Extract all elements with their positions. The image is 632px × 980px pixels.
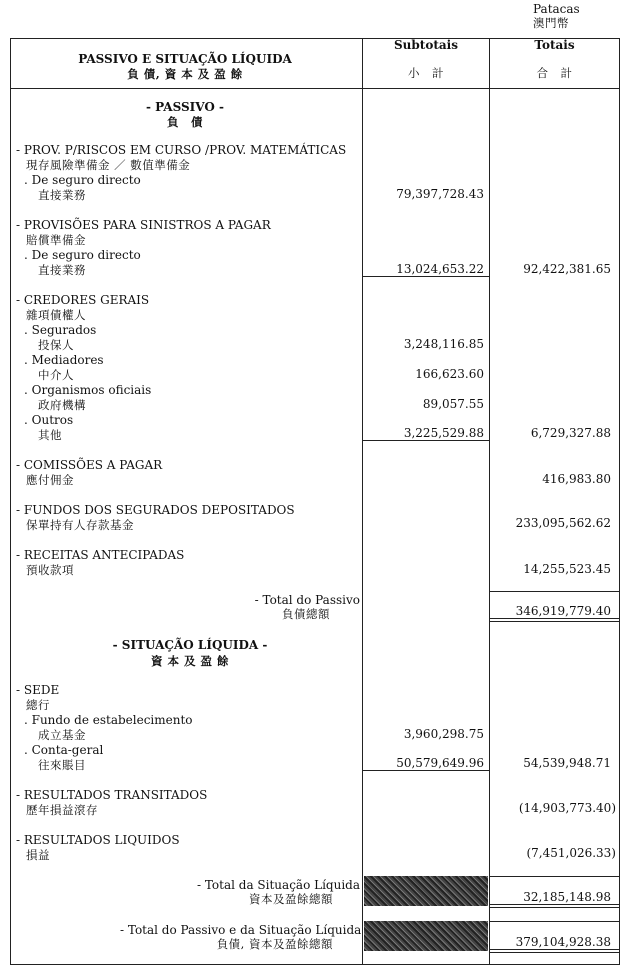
sinistros-underline <box>362 276 490 277</box>
total-situacao-shaded-cell <box>364 876 488 906</box>
passivo-heading-cn: 負 債 <box>167 115 203 129</box>
total-passivo-rule-2 <box>490 621 619 622</box>
organismos-label-cn: 政府機構 <box>38 398 86 412</box>
receitas-label-cn: 預收款項 <box>26 563 74 577</box>
outros-label-cn: 其他 <box>38 428 62 442</box>
credores-underline <box>362 440 490 441</box>
receitas-total: 14,255,523.45 <box>523 562 611 576</box>
totals-header-pt: Totais <box>534 38 575 52</box>
sinistros-label-pt: - PROVISÕES PARA SINISTROS A PAGAR <box>16 218 271 232</box>
currency-label-pt: Patacas <box>533 2 580 16</box>
sinistros-subtotal: 13,024,653.22 <box>396 262 484 276</box>
riscos-sub-pt: . De seguro directo <box>24 173 141 187</box>
receitas-label-pt: - RECEITAS ANTECIPADAS <box>16 548 185 562</box>
total-situacao-rule-1 <box>490 904 619 905</box>
liquidos-label-cn: 損益 <box>26 848 50 862</box>
segurados-value: 3,248,116.85 <box>403 337 484 351</box>
total-passivo-label-cn: 負債總額 <box>282 607 330 621</box>
sinistros-total: 92,422,381.65 <box>523 262 611 276</box>
transitados-label-pt: - RESULTADOS TRANSITADOS <box>16 788 208 802</box>
grand-total-label-cn: 負債, 資本及盈餘總額 <box>216 937 333 951</box>
sinistros-label-cn: 賠償準備金 <box>26 233 86 247</box>
situacao-heading-cn: 資 本 及 盈 餘 <box>150 654 229 668</box>
grand-total-label-pt: - Total do Passivo e da Situação Líquida <box>120 923 362 937</box>
header-bottom-border <box>10 88 620 89</box>
credores-total: 6,729,327.88 <box>530 426 611 440</box>
organismos-label-pt: . Organismos oficiais <box>24 383 152 397</box>
riscos-label-pt: - PROV. P/RISCOS EM CURSO /PROV. MATEMÁTICAS <box>16 143 347 157</box>
conta-label-cn: 往來賬目 <box>38 758 86 772</box>
comissoes-label-cn: 應付佣金 <box>26 473 74 487</box>
currency-label-cn: 澳門幣 <box>533 16 569 30</box>
subtotals-header-pt: Subtotais <box>394 38 458 52</box>
credores-label-pt: - CREDORES GERAIS <box>16 293 150 307</box>
organismos-value: 89,057.55 <box>422 397 484 411</box>
segurados-label-cn: 投保人 <box>38 338 74 352</box>
mediadores-label-cn: 中介人 <box>38 368 74 382</box>
table-title-cn: 負 債, 資 本 及 盈 餘 <box>127 67 243 81</box>
fundos-label-pt: - FUNDOS DOS SEGURADOS DEPOSITADOS <box>16 503 295 517</box>
total-column-divider <box>489 38 490 964</box>
passivo-heading-pt: - PASSIVO - <box>145 100 224 114</box>
total-passivo-rule-1 <box>490 618 619 619</box>
mediadores-label-pt: . Mediadores <box>24 353 104 367</box>
conta-value: 50,579,649.96 <box>396 756 484 770</box>
riscos-label-cn: 現存風險準備金 ／ 數值準備金 <box>26 158 191 172</box>
sinistros-sub-cn: 直接業務 <box>38 263 86 277</box>
grand-total-value: 379,104,928.38 <box>515 935 611 949</box>
grand-total-rule-1 <box>490 949 619 950</box>
transitados-label-cn: 歷年損益滾存 <box>26 803 98 817</box>
total-situacao-value: 32,185,148.98 <box>523 890 611 904</box>
sede-label-cn: 總行 <box>26 698 50 712</box>
table-right-border <box>619 38 620 964</box>
total-situacao-top-rule <box>490 876 619 877</box>
sinistros-sub-pt: . De seguro directo <box>24 248 141 262</box>
outros-label-pt: . Outros <box>24 413 74 427</box>
fundos-label-cn: 保單持有人存款基金 <box>26 518 134 532</box>
riscos-subtotal: 79,397,728.43 <box>396 187 484 201</box>
liquidos-total: (7,451,026.33) <box>526 846 616 860</box>
grand-total-top-rule <box>490 921 619 922</box>
fundos-total: 233,095,562.62 <box>515 516 611 530</box>
total-passivo-value: 346,919,779.40 <box>515 604 611 618</box>
comissoes-total: 416,983.80 <box>542 472 611 486</box>
fundo-label-cn: 成立基金 <box>38 728 86 742</box>
table-bottom-border <box>10 964 620 965</box>
total-passivo-top-rule <box>490 591 619 592</box>
segurados-label-pt: . Segurados <box>24 323 97 337</box>
total-passivo-label-pt: - Total do Passivo <box>254 593 360 607</box>
sede-underline <box>362 770 490 771</box>
comissoes-label-pt: - COMISSÕES A PAGAR <box>16 458 163 472</box>
liquidos-label-pt: - RESULTADOS LIQUIDOS <box>16 833 180 847</box>
conta-label-pt: . Conta-geral <box>24 743 104 757</box>
grand-total-rule-2 <box>490 952 619 953</box>
subtotals-header-cn: 小 計 <box>408 66 444 80</box>
sede-total: 54,539,948.71 <box>523 756 611 770</box>
sede-label-pt: - SEDE <box>16 683 60 697</box>
total-situacao-label-cn: 資本及盈餘總額 <box>249 892 333 906</box>
totals-header-cn: 合 計 <box>536 66 573 80</box>
fundo-label-pt: . Fundo de estabelecimento <box>24 713 193 727</box>
total-situacao-label-pt: - Total da Situação Líquida <box>196 878 360 892</box>
table-left-border <box>10 38 11 964</box>
riscos-sub-cn: 直接業務 <box>38 188 86 202</box>
outros-value: 3,225,529.88 <box>403 426 484 440</box>
subtotal-column-divider <box>362 38 363 964</box>
mediadores-value: 166,623.60 <box>415 367 484 381</box>
total-situacao-rule-2 <box>490 907 619 908</box>
fundo-value: 3,960,298.75 <box>403 727 484 741</box>
transitados-total: (14,903,773.40) <box>518 801 616 815</box>
table-title-pt: PASSIVO E SITUAÇÃO LÍQUIDA <box>78 52 292 66</box>
situacao-heading-pt: - SITUAÇÃO LÍQUIDA - <box>112 638 268 652</box>
credores-label-cn: 雜項債權人 <box>26 308 86 322</box>
grand-total-shaded-cell <box>364 921 488 951</box>
